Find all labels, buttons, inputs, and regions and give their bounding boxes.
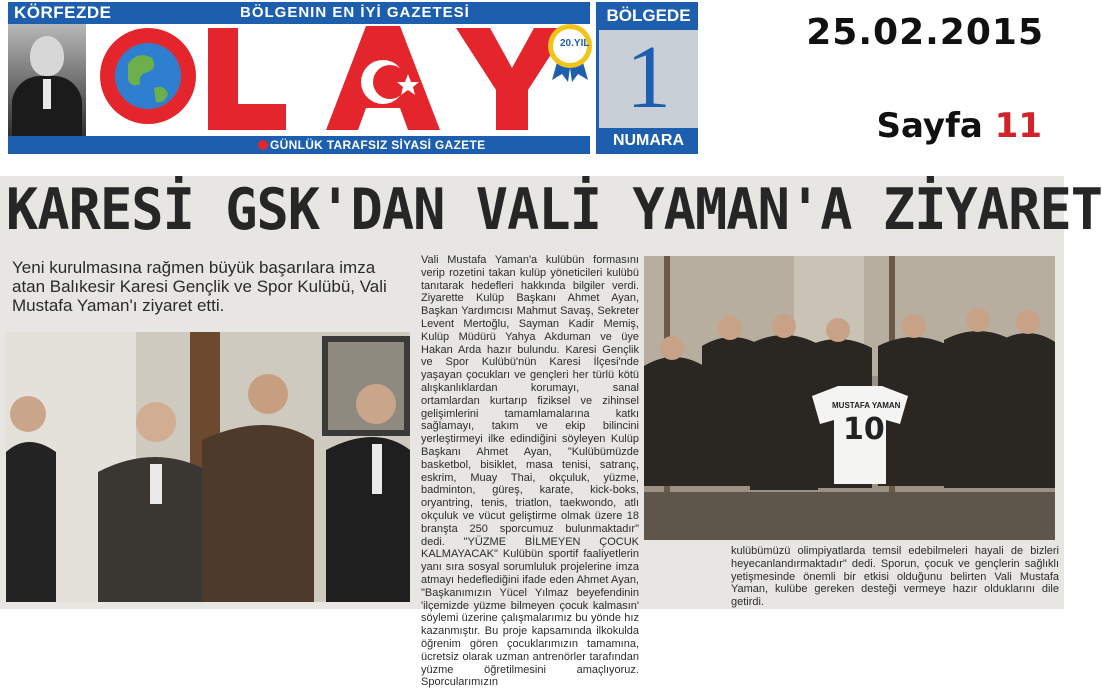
jersey-number: 10 — [843, 412, 885, 447]
bolgede-number: 1 — [626, 28, 671, 127]
olay-logo — [96, 16, 596, 136]
masthead-bottom-bar — [8, 136, 590, 154]
numara-label: NUMARA — [599, 128, 698, 154]
article-spot: Yeni kurulmasına rağmen büyük başarılara imza atan Balıkesir Karesi Gençlik ve Spor Kulübü, Vali Mustafa Yaman'ı ziyaret etti. — [12, 258, 387, 315]
anniversary-badge-text: 20.YIL — [560, 38, 590, 49]
article-headline: KARESİ GSK'DAN VALİ YAMAN'A ZİYARET — [6, 177, 1102, 243]
article-tail: kulübümüzü olimpiyatlarda temsil edebilmeleri hayali de bizleri heyecanlandırmaktadır" dedi. Sporun, çocuk ve gençlerin sağlıklı yetişmesinde önemli bir etkisi olduğunu belirten Vali Mustafa Yaman, kulübe gereken desteği vermeye hazır olduklarını dile getirdi. — [731, 545, 1059, 609]
newspaper-masthead — [8, 2, 698, 154]
group-photo — [644, 256, 1055, 540]
publication-date: 25.02.2015 — [806, 12, 1044, 53]
anniversary-badge — [546, 22, 594, 82]
ceremony-photo — [6, 332, 410, 602]
masthead-korfezde: KÖRFEZDE — [14, 3, 112, 22]
bolgede-label: BÖLGEDE — [599, 2, 698, 30]
page-number — [877, 106, 1042, 146]
masthead-portrait — [8, 24, 86, 136]
page-label: Sayfa — [876, 106, 983, 146]
article-body: Vali Mustafa Yaman'a kulübün formasını verip rozetini takan kulüp yöneticileri kulübü tanıtarak hedefleri hakkında bilgiler verdi. Ziyarette Kulüp Başkanı Ahmet Ayan, Başkan Yardımcısı Mahmut Savaş, Sekreter Levent Mertoğlu, Sayman Kadir Memiş, Kulüp Müdürü Yahya Akduman ve üye Hakan Arda hazır bulundu. Karesi Gençlik ve Spor Kulübü'nün Karesi İlçesi'nde yaşayan çocukları ve gençleri her türlü kötü alışkanlıklardan korumayı, sanal ortamlardan kurtarıp fiziksel ve zihinsel gelişimlerini tamamlamalarına katkı sağlamayı, takım ve ekip bilincini yerleştirmeyi ilke edindiğini söyleyen Kulüp Başkanı Ahmet Ayan, "Kulübümüzde basketbol, bisiklet, masa tenisi, satranç, eskrim, Muay Thai, okçuluk, yüzme, badminton, güreş, karate, kick-boks, oryantring, tenis, triatlon, taekwondo, atlı okçuluk ve vücut geliştirme olmak üzere 18 branşta 250 sporcumuz bulunmaktadır" dedi. "YÜZME BİLMEYEN ÇOCUK KALMAYACAK" Kulübün sportif faaliyetlerin yanı sıra sosyal sorumluluk projelerine imza atmayı hedeflediğini ifade eden Ahmet Ayan, "Başkanımızın Yücel Yılmaz beyefendinin 'ilçemizde yüzme bilmeyen çocuk kalmasın' söylemi üzerine çalışmalarımız bu yönde hız kazanmıştır. Bu proje kapsamında ilkokulda öğrenim gören çocuklarımızın tamamına, ücretsiz olarak uzman antrenörler tarafından yüzme öğretilmesini amaçlıyoruz. Sporcularımızın — [421, 254, 639, 689]
page-value: 11 — [994, 106, 1042, 146]
bolgede-numara-box — [596, 2, 698, 154]
masthead-slogan: BÖLGENIN EN İYİ GAZETESİ — [240, 4, 470, 21]
article-clipping — [0, 176, 1102, 689]
masthead-subtitle: GÜNLÜK TARAFSIZ SİYASİ GAZETE — [270, 138, 486, 152]
jersey-name: MUSTAFA YAMAN — [832, 401, 901, 410]
red-dot-icon — [258, 140, 268, 150]
